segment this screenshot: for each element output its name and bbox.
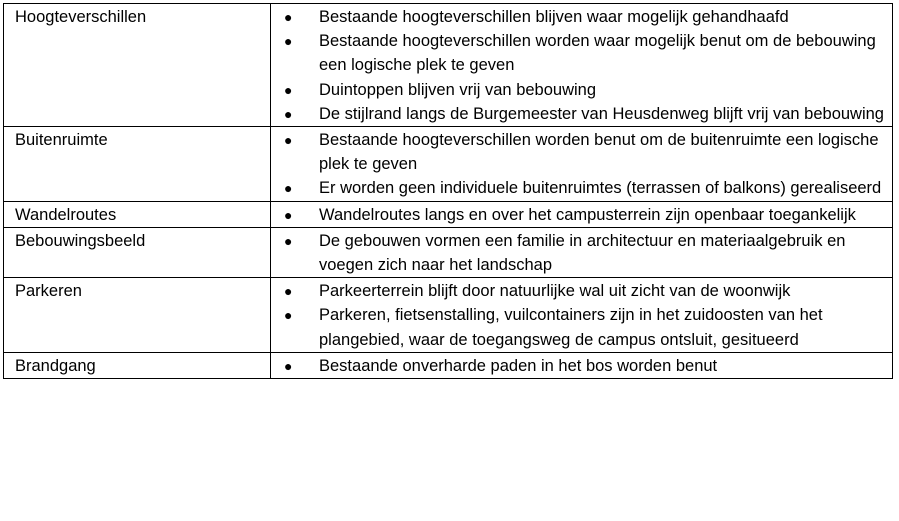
bullet-icon: ● [284, 283, 293, 300]
bullet-icon: ● [284, 9, 293, 25]
list-item-text: Bestaande hoogteverschillen worden benut om de buitenruimte een logische plek te geven [319, 131, 879, 174]
bullet-icon: ● [284, 232, 293, 249]
list-item-text: Parkeren, fietsenstalling, vuilcontainers zijn in het zuidoosten van het plangebied, waar de toegangsweg de campus ontsluit, gesitueerd [319, 306, 823, 349]
list-item [271, 354, 892, 378]
list-item-text: Bestaande hoogteverschillen blijven waar mogelijk gehandhaafd [319, 8, 789, 26]
bullet-icon: ● [284, 180, 293, 197]
bullet-list [271, 229, 892, 277]
list-item [271, 229, 892, 277]
table-row [4, 201, 893, 227]
list-item [271, 176, 892, 200]
table-row [4, 127, 893, 202]
list-item-text: Parkeerterrein blijft door natuurlijke wal uit zicht van de woonwijk [319, 282, 791, 301]
row-label: Hoogteverschillen [4, 4, 271, 127]
list-item [271, 128, 892, 176]
bullet-icon: ● [284, 357, 293, 374]
row-content [271, 227, 893, 277]
bullet-icon: ● [284, 206, 293, 223]
list-item [271, 78, 892, 102]
row-label: Buitenruimte [4, 127, 271, 202]
table-row [4, 278, 893, 353]
list-item-text: De gebouwen vormen een familie in architectuur en materiaalgebruik en voegen zich naar het landschap [319, 231, 846, 275]
row-label: Wandelroutes [4, 201, 271, 227]
bullet-list [271, 128, 892, 201]
list-item-text: Bestaande hoogteverschillen worden waar mogelijk benut om de bebouwing een logische plek te geven [319, 32, 876, 75]
bullet-list [271, 354, 892, 378]
bullet-icon: ● [284, 81, 293, 98]
row-label: Bebouwingsbeeld [4, 227, 271, 277]
list-item [271, 29, 892, 77]
row-content [271, 127, 893, 202]
bullet-icon: ● [284, 33, 293, 50]
row-content [271, 352, 893, 378]
bullet-icon: ● [284, 307, 293, 324]
list-item-text: Er worden geen individuele buitenruimtes (terrassen of balkons) gerealiseerd [319, 179, 882, 198]
list-item [271, 102, 892, 126]
table-row [4, 227, 893, 277]
list-item [271, 303, 892, 351]
row-content [271, 4, 893, 127]
table-row [4, 352, 893, 378]
list-item [271, 5, 892, 29]
bullet-icon: ● [284, 105, 293, 122]
row-label: Brandgang [4, 352, 271, 378]
requirements-table [3, 3, 893, 379]
bullet-list [271, 203, 892, 227]
row-content [271, 201, 893, 227]
bullet-list [271, 279, 892, 352]
list-item-text: Bestaande onverharde paden in het bos worden benut [319, 356, 718, 375]
list-item [271, 203, 892, 227]
bullet-icon: ● [284, 132, 293, 149]
list-item [271, 279, 892, 303]
list-item-text: De stijlrand langs de Burgemeester van Heusdenweg blijft vrij van bebouwing [319, 104, 884, 123]
bullet-list [271, 5, 892, 126]
list-item-text: Wandelroutes langs en over het campusterrein zijn openbaar toegankelijk [319, 205, 856, 224]
row-content [271, 278, 893, 353]
table-row [4, 4, 893, 127]
list-item-text: Duintoppen blijven vrij van bebouwing [319, 80, 597, 99]
row-label: Parkeren [4, 278, 271, 353]
